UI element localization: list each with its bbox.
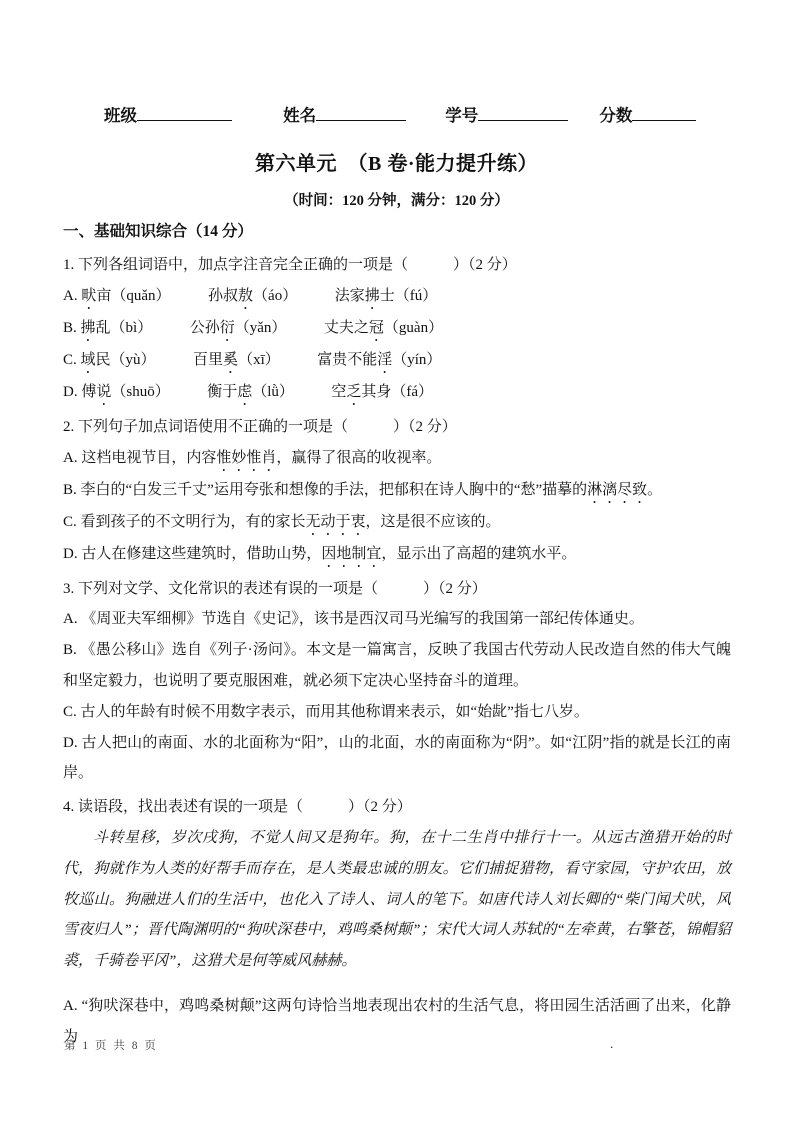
text-segment: 3. 下列对文学、文化常识的表述有误的一项是（ ）（2 分） <box>63 580 487 597</box>
text-segment: 亩（quǎn） 孙叔 <box>96 287 239 304</box>
student-id-label: 学号 <box>445 106 479 125</box>
emphasis-dotted-text: 说 <box>96 383 112 400</box>
exam-time-score-subtitle: （时间：120 分钟，满分：120 分） <box>284 193 509 209</box>
text-segment: B. 《愚公移山》选自《列子·汤问》。本文是一篇寓言，反映了我国古代劳动人民改造自然的伟大气魄和坚定毅力，也说明了要克服困难，就必须下定决心坚持奋斗的道理。 <box>63 642 731 689</box>
emphasis-dotted-text: 乏 <box>346 383 362 400</box>
q4-option-a <box>63 991 731 1053</box>
stray-period-mark: . <box>610 1036 614 1051</box>
text-segment: （xī） 富贵不能 <box>238 351 378 368</box>
text-segment: 乱（bì） 公孙 <box>95 319 220 336</box>
q1-stem <box>63 250 731 281</box>
q2-option-d <box>63 539 731 571</box>
q3-stem <box>63 574 731 605</box>
name-field <box>283 102 406 126</box>
student-id-blank-line <box>478 103 568 121</box>
section-one-heading: 一、基础知识综合（14 分） <box>63 223 253 240</box>
text-segment: （guàn） <box>383 319 444 336</box>
q1-option-d <box>63 377 731 409</box>
q4-passage <box>63 823 731 977</box>
class-field <box>104 102 232 126</box>
text-segment: A. <box>63 287 82 304</box>
text-segment: （yǎn） 丈夫之 <box>234 319 369 336</box>
q2-stem <box>63 412 731 443</box>
text-segment: A. 这档电视节目，内容 <box>63 449 217 466</box>
text-segment: ，这是很不应该的。 <box>365 513 501 530</box>
q1-option-a <box>63 281 731 313</box>
q2-option-a <box>63 443 731 475</box>
text-segment: 民（yù） 百里 <box>95 351 224 368</box>
student-info-row <box>104 102 696 126</box>
emphasis-dotted-text: 因地制宜 <box>321 545 382 562</box>
emphasis-dotted-text: 拂 <box>364 287 380 304</box>
text-segment: 斗转星移，岁次戌狗，不觉人间又是狗年。狗，在十二生肖中排行十一。从远古渔猎开始的时代，狗就作为人类的好帮手而存在，是人类最忠诚的朋友。它们捕捉猎物，看守家园，守护农田，放牧巡山。狗融进人们的生活中，也化入了诗人、词人的笔下。如唐代诗人刘长卿的“柴门闻犬吠，风雪夜归人”；晋代陶渊明的“狗吠深巷中，鸡鸣桑树颠”；宋代大词人苏轼的“左牵黄，右擎苍，锦帽貂裘，千骑卷平冈”，这猎犬是何等威风赫赫。 <box>63 829 731 970</box>
text-segment: 2. 下列句子加点词语使用不正确的一项是（ ）（2 分） <box>63 418 457 435</box>
exam-title: 第六单元 （B 卷·能力提升练） <box>254 153 538 175</box>
text-segment: D. 傅 <box>63 383 97 400</box>
q3-option-a <box>63 604 731 635</box>
class-blank-line <box>137 103 232 121</box>
text-segment: （shuō） 衡于 <box>111 383 238 400</box>
score-field <box>599 102 696 126</box>
emphasis-dotted-text: 奚 <box>223 351 239 368</box>
emphasis-dotted-text: 淫 <box>377 351 393 368</box>
score-blank-line <box>632 103 696 121</box>
name-label: 姓名 <box>283 106 317 125</box>
text-segment: B. <box>63 319 81 336</box>
text-segment: （áo） 法家 <box>253 287 365 304</box>
class-label: 班级 <box>104 106 137 125</box>
text-segment: C. 古人的年龄有时候不用数字表示，而用其他称谓来表示，如“始龀”指七八岁。 <box>63 703 589 720</box>
text-segment: 4. 读语段，找出表述有误的一项是（ ）（2 分） <box>63 799 412 816</box>
question-list <box>63 250 731 1053</box>
text-segment: （lǜ） 空 <box>252 383 347 400</box>
emphasis-dotted-text: 淋漓尽致 <box>587 481 648 498</box>
text-segment: 1. 下列各组词语中，加点字注音完全正确的一项是（ ）（2 分） <box>63 257 517 273</box>
emphasis-dotted-text: 冠 <box>368 319 384 336</box>
text-segment: C. 看到孩子的不文明行为，有的家长 <box>63 513 306 530</box>
text-segment: 其身（fá） <box>361 383 434 400</box>
text-segment: 。 <box>647 481 663 498</box>
q3-option-b <box>63 635 731 697</box>
q3-option-c <box>63 697 731 728</box>
q1-option-c <box>63 345 731 377</box>
text-segment: ，显示出了高超的建筑水平。 <box>381 545 577 562</box>
text-segment: ，赢得了很高的收视率。 <box>276 449 442 466</box>
name-blank-line <box>316 103 406 121</box>
emphasis-dotted-text: 虑 <box>237 383 253 400</box>
q1-option-b <box>63 313 731 345</box>
emphasis-dotted-text: 域 <box>80 351 96 368</box>
emphasis-dotted-text: 敖 <box>238 287 254 304</box>
text-segment: A. “狗吠深巷中，鸡鸣桑树颠”这两句诗恰当地表现出农村的生活气息，将田园生活活画了出来，化静为 <box>63 997 731 1045</box>
emphasis-dotted-text: 无动于衷 <box>305 513 366 530</box>
emphasis-dotted-text: 畎 <box>81 287 97 304</box>
text-segment: C. <box>63 351 81 368</box>
text-segment: D. 古人把山的南面、水的北面称为“阳”，山的北面，水的南面称为“阴”。如“江阴”指的就是长江的南岸。 <box>63 734 731 782</box>
q4-stem <box>63 792 731 823</box>
text-segment: D. 古人在修建这些建筑时，借助山势， <box>63 545 322 562</box>
q2-option-c <box>63 507 731 539</box>
text-segment: B. 李白的“白发三千丈”运用夸张和想像的手法，把郁积在诗人胸中的“愁”描摹的 <box>63 481 588 498</box>
emphasis-dotted-text: 惟妙惟肖 <box>216 449 277 466</box>
page-number-label: 第 1 页 共 8 页 <box>64 1040 158 1052</box>
text-segment: （yín） <box>392 351 442 368</box>
student-id-field <box>445 102 568 126</box>
score-label: 分数 <box>599 106 633 125</box>
q3-option-d <box>63 728 731 790</box>
text-segment: 士（fú） <box>379 287 438 304</box>
text-segment: A. 《周亚夫军细柳》节选自《史记》，该书是西汉司马光编写的我国第一部纪传体通史。 <box>63 611 644 628</box>
exam-body <box>63 216 731 1053</box>
emphasis-dotted-text: 拂 <box>80 319 96 336</box>
emphasis-dotted-text: 衍 <box>219 319 235 336</box>
page-footer <box>64 1037 158 1053</box>
q2-option-b <box>63 475 731 507</box>
